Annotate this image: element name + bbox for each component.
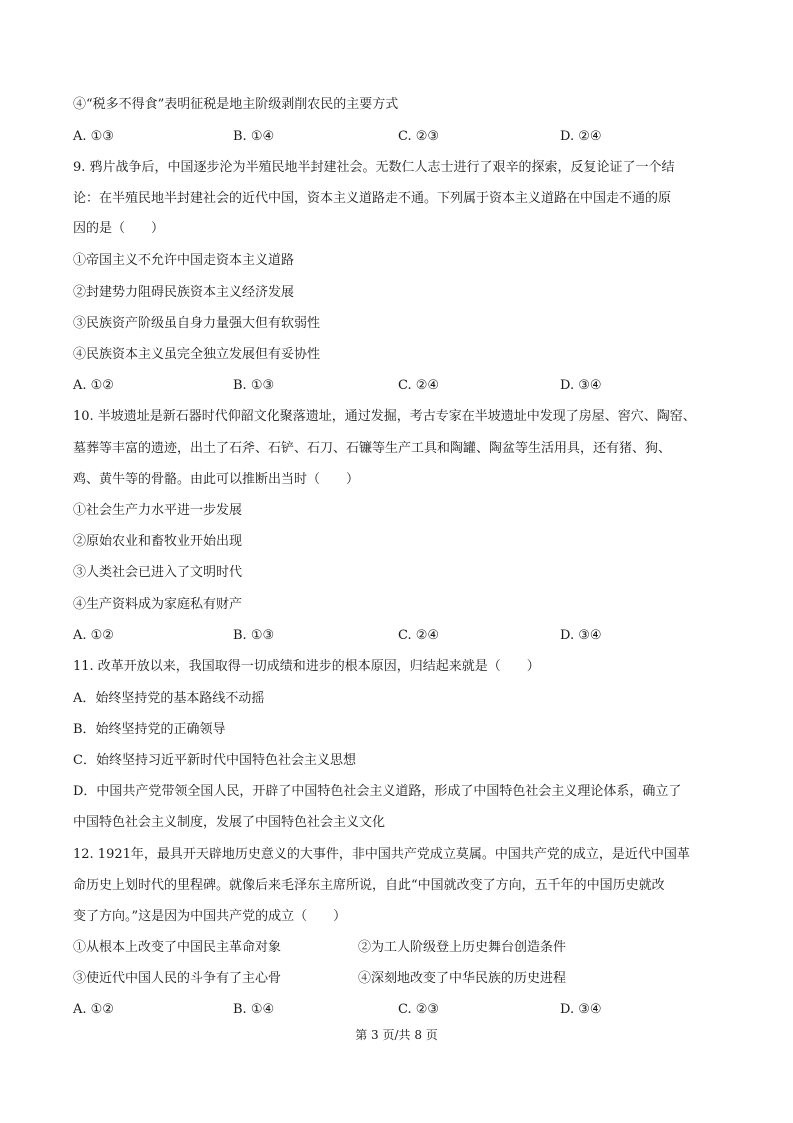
q12-statement-4: ④深刻地改变了中华民族的历史进程 (358, 971, 567, 986)
q11-choice-c: C．始终坚持习近平新时代中国特色社会主义思想 (73, 753, 356, 768)
q12-stem-line-2: 命历史上划时代的里程碑。就像后来毛泽东主席所说，自此“中国就改变了方向，五千年的中国历史就改 (73, 878, 665, 893)
q9-statement-3: ③民族资产阶级虽自身力量强大但有软弱性 (73, 316, 321, 331)
q11-choice-a: A．始终坚持党的基本路线不动摇 (73, 691, 265, 706)
q12-option-c: C. ②③ (398, 1002, 440, 1017)
q10-stem-line-1: 10. 半坡遗址是新石器时代仰韶文化聚落遗址，通过发掘，考古专家在半坡遗址中发现了房屋、窖穴、陶窑、 (73, 409, 696, 424)
q12-statement-3: ③使近代中国人民的斗争有了主心骨 (73, 971, 282, 986)
q9-stem-line-2: 论：在半殖民地半封建社会的近代中国，资本主义道路走不通。下列属于资本主义道路在中国走不通的原 (73, 191, 672, 206)
q10-option-b: B. ①③ (233, 628, 275, 643)
q12-statement-2: ②为工人阶级登上历史舞台创造条件 (358, 940, 567, 955)
q11-choice-d-line-2: 中国特色社会主义制度，发展了中国特色社会主义文化 (73, 815, 386, 830)
page-footer: 第 3 页/共 8 页 (355, 1028, 438, 1042)
q8-statement-4: ④“税多不得食”表明征税是地主阶级剥削农民的主要方式 (73, 97, 399, 112)
q9-stem-line-1: 9. 鸦片战争后，中国逐步沦为半殖民地半封建社会。无数仁人志士进行了艰辛的探索，反复论证了一个结 (73, 160, 675, 175)
q9-stem-line-3: 因的是（ ） (73, 221, 165, 236)
q8-option-b: B. ①④ (233, 129, 275, 144)
q12-stem-line-3: 变了方向。”这是因为中国共产党的成立（ ） (73, 909, 347, 924)
q10-statement-1: ①社会生产力水平进一步发展 (73, 503, 243, 518)
q9-statement-4: ④民族资本主义虽完全独立发展但有妥协性 (73, 347, 321, 362)
q10-stem-line-2: 墓葬等丰富的遗迹，出土了石斧、石铲、石刀、石镰等生产工具和陶罐、陶盆等生活用具，还有猪、狗、 (73, 441, 672, 456)
q9-option-b: B. ①③ (233, 378, 275, 393)
q12-statement-1: ①从根本上改变了中国民主革命对象 (73, 940, 282, 955)
q12-stem-line-1: 12. 1921年，最具开天辟地历史意义的大事件，非中国共产党成立莫属。中国共产党的成立，是近代中国革 (73, 847, 690, 862)
q12-option-b: B. ①④ (233, 1002, 275, 1017)
q10-option-c: C. ②④ (398, 628, 440, 643)
q9-statement-1: ①帝国主义不允许中国走资本主义道路 (73, 253, 295, 268)
q10-statement-4: ④生产资料成为家庭私有财产 (73, 597, 243, 612)
q10-option-a: A. ①② (73, 628, 114, 643)
q10-statement-3: ③人类社会已进入了文明时代 (73, 565, 243, 580)
q12-option-a: A. ①② (73, 1002, 114, 1017)
q12-option-d: D. ③④ (560, 1002, 602, 1017)
q10-option-d: D. ③④ (560, 628, 602, 643)
q9-statement-2: ②封建势力阻碍民族资本主义经济发展 (73, 285, 295, 300)
q8-option-c: C. ②③ (398, 129, 440, 144)
q11-choice-b: B．始终坚持党的正确领导 (73, 722, 226, 737)
q11-stem: 11. 改革开放以来，我国取得一切成绩和进步的根本原因，归结起来就是（ ） (73, 659, 540, 674)
q8-option-d: D. ②④ (560, 129, 602, 144)
q10-stem-line-3: 鸡、黄牛等的骨骼。由此可以推断出当时（ ） (73, 472, 360, 487)
q8-option-a: A. ①③ (73, 129, 114, 144)
q9-option-d: D. ③④ (560, 378, 602, 393)
q11-choice-d-line-1: D．中国共产党带领全国人民，开辟了中国特色社会主义道路，形成了中国特色社会主义理论体系，确立了 (73, 784, 682, 799)
q9-option-a: A. ①② (73, 378, 114, 393)
q10-statement-2: ②原始农业和畜牧业开始出现 (73, 534, 243, 549)
q9-option-c: C. ②④ (398, 378, 440, 393)
